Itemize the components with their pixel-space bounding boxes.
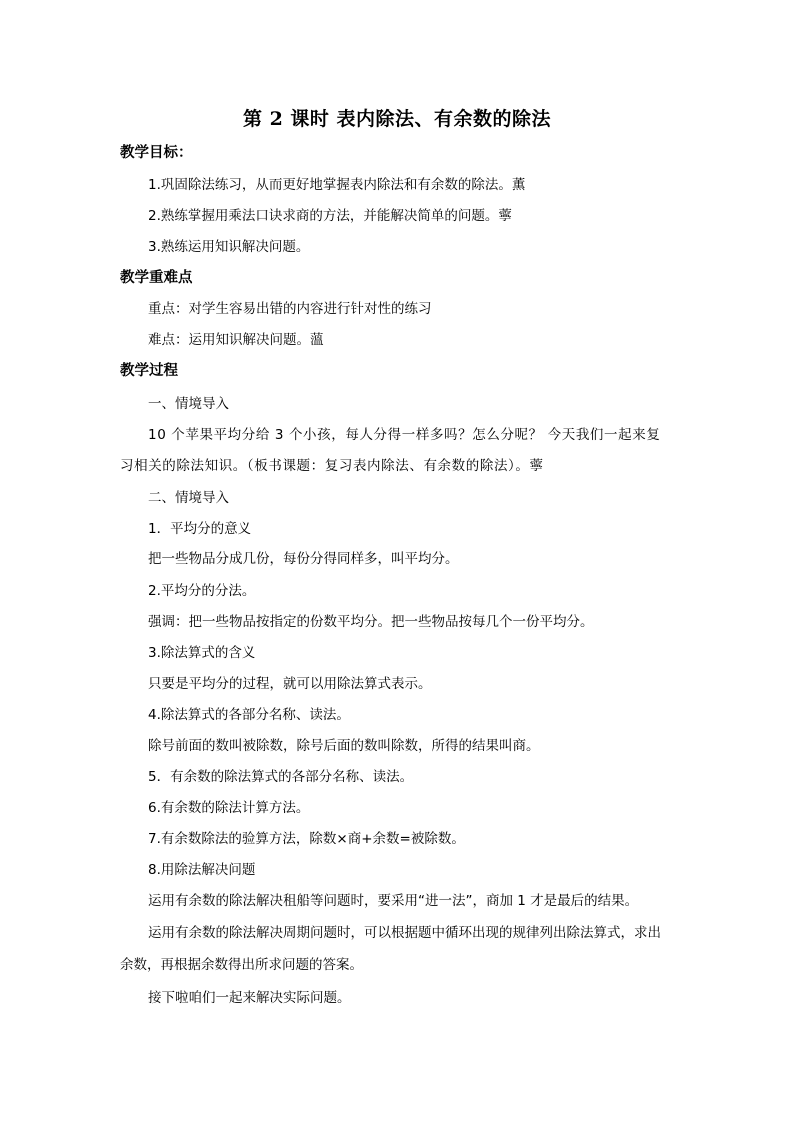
difficult-point: 难点：运用知识解决问题。薀 [148, 332, 324, 348]
section1-paragraph-line2: 习相关的除法知识。（板书课题：复习表内除法、有余数的除法）。薴 [120, 458, 544, 474]
point8-text2-line1: 运用有余数的除法解决周期问题时，可以根据题中循环出现的规律列出除法算式，求出 [148, 925, 661, 941]
point8-title: 8.用除法解决问题 [148, 862, 256, 878]
point3-title: 3.除法算式的含义 [148, 645, 256, 661]
closing-line: 接下啦咱们一起来解决实际问题。 [148, 990, 351, 1006]
point7-title: 7.有余数除法的验算方法，除数×商+余数=被除数。 [148, 831, 465, 847]
objective-item-3: 3.熟练运用知识解决问题。 [148, 239, 310, 255]
point4-text: 除号前面的数叫被除数，除号后面的数叫除数，所得的结果叫商。 [148, 738, 540, 754]
process-heading: 教学过程 [120, 362, 178, 379]
section1-paragraph-line1: 10 个苹果平均分给 3 个小孩，每人分得一样多吗？怎么分呢？ 今天我们一起来复 [148, 427, 661, 443]
section2-title: 二、情境导入 [148, 490, 229, 506]
point3-text: 只要是平均分的过程，就可以用除法算式表示。 [148, 676, 432, 692]
point1-text: 把一些物品分成几份，每份分得同样多，叫平均分。 [148, 551, 459, 567]
objective-item-1: 1.巩固除法练习，从而更好地掌握表内除法和有余数的除法。薫 [148, 177, 526, 193]
key-point: 重点：对学生容易出错的内容进行针对性的练习 [148, 301, 432, 317]
point2-text: 强调：把一些物品按指定的份数平均分。把一些物品按每几个一份平均分。 [148, 614, 594, 630]
point4-title: 4.除法算式的各部分名称、读法。 [148, 707, 350, 723]
point6-title: 6.有余数的除法计算方法。 [148, 800, 310, 816]
lesson-title: 第 2 课时 表内除法、有余数的除法 [242, 108, 552, 130]
objective-item-2: 2.熟练掌握用乘法口诀求商的方法，并能解决简单的问题。薴 [148, 208, 512, 224]
point2-title: 2.平均分的分法。 [148, 583, 256, 599]
section1-title: 一、情境导入 [148, 396, 229, 412]
point8-text2-line2: 余数，再根据余数得出所求问题的答案。 [120, 957, 363, 973]
point8-text1: 运用有余数的除法解决租船等问题时，要采用“进一法”，商加 1 才是最后的结果。 [148, 893, 639, 909]
difficulty-heading: 教学重难点 [120, 269, 193, 286]
point5-title: 5．有余数的除法算式的各部分名称、读法。 [148, 769, 414, 785]
point1-title: 1．平均分的意义 [148, 521, 252, 537]
objectives-heading: 教学目标： [120, 144, 193, 161]
